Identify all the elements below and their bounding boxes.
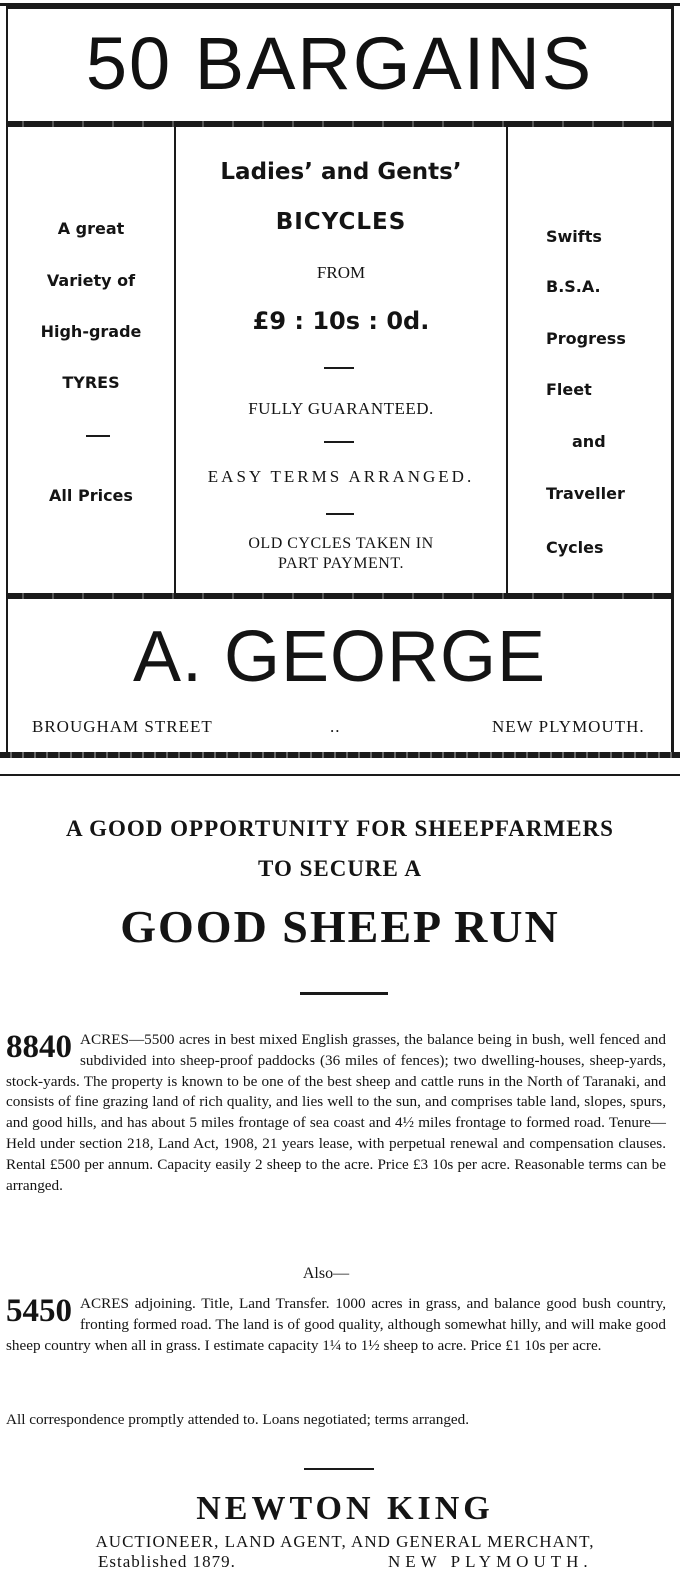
- ad-separator-thin: [0, 774, 680, 776]
- agent-description: AUCTIONEER, LAND AGENT, AND GENERAL MERCHANT,: [95, 1532, 595, 1551]
- tyres-dash: [86, 435, 110, 437]
- bicycle-price: £9 : 10s : 0d.: [252, 307, 430, 335]
- headline-ornament: [300, 992, 388, 995]
- makes-column: [508, 9, 676, 609]
- tyres-line-3: High-grade: [40, 322, 142, 341]
- easy-terms-text: EASY TERMS ARRANGED.: [207, 467, 475, 486]
- tyres-line-1: A great: [57, 219, 125, 238]
- agent-name: NEWTON KING: [196, 1490, 494, 1527]
- sheep-headline-2: TO SECURE A: [258, 856, 422, 881]
- make-progress: Progress: [546, 329, 626, 348]
- established-year: Established 1879.: [98, 1552, 236, 1571]
- make-traveller: Traveller: [546, 484, 625, 503]
- address-street: BROUGHAM STREET: [32, 717, 213, 736]
- address-town: NEW PLYMOUTH.: [492, 717, 645, 736]
- tyres-line-2: Variety of: [46, 271, 136, 290]
- ad-separator-thick: [0, 752, 680, 758]
- make-swifts: Swifts: [546, 227, 602, 246]
- sheep-headline-3: GOOD SHEEP RUN: [120, 901, 560, 952]
- agent-ornament: [304, 1468, 374, 1470]
- center-dash-3: [326, 513, 354, 515]
- make-fleet: Fleet: [546, 380, 592, 399]
- lot-5450-text: ACRES adjoining. Title, Land Transfer. 1000 acres in grass, and balance good bush country, fronting formed road. The land is of good quality, although somewhat hilly, and will make good sheep country when all in grass. I estimate capacity 1¼ to 1½ sheep to acre. Price £1 10s per acre.: [6, 1295, 666, 1354]
- old-cycles-line-2: PART PAYMENT.: [278, 555, 404, 572]
- lot-5450-number: 5450: [6, 1293, 72, 1329]
- tyres-column: [8, 9, 174, 609]
- lot-8840-paragraph: [6, 1030, 666, 1196]
- from-label: FROM: [316, 263, 366, 282]
- bicycles-column: [176, 127, 506, 593]
- center-dash-2: [324, 441, 354, 443]
- address-separator: ..: [330, 717, 341, 736]
- bicycles-heading-2: BICYCLES: [275, 209, 407, 235]
- correspondence-line: All correspondence promptly attended to. Loans negotiated; terms arranged.: [6, 1411, 470, 1428]
- tyres-line-5: All Prices: [49, 486, 133, 505]
- ad-title: 50 BARGAINS: [85, 22, 594, 105]
- bicycles-heading-1: Ladies’ and Gents’: [220, 159, 462, 185]
- make-and: and: [572, 432, 606, 451]
- guarantee-text: FULLY GUARANTEED.: [248, 399, 434, 418]
- also-label: Also—: [302, 1265, 350, 1282]
- lot-8840-text: ACRES—5500 acres in best mixed English grasses, the balance being in bush, well fenced and subdivided into sheep-proof paddocks (36 miles of fences); two dwelling-houses, sheep-yards, stock-yards. The property is known to be one of the best sheep and cattle runs in the North of Taranaki, and consists of fine grazing land of rich quality, and lies well to the sun, and comprises table land, slopes, spurs, and good hills, and has about 5 miles frontage of sea coast and 4½ miles frontage to formed road. Tenure—Held under section 218, Land Act, 1908, 21 years lease, with perpetual renewal and compensation clauses. Rental £500 per annum. Capacity easily 2 sheep to the acre. Price £3 10s per acre. Reasonable terms can be arranged.: [6, 1031, 666, 1194]
- merchant-divider: [8, 593, 671, 599]
- lot-5450-paragraph: [6, 1294, 666, 1356]
- tyres-line-4: TYRES: [62, 373, 120, 392]
- make-cycles: Cycles: [546, 538, 604, 557]
- center-dash-1: [324, 367, 354, 369]
- bicycle-advertisement: [6, 6, 674, 752]
- sheep-headline-1: A GOOD OPPORTUNITY FOR SHEEPFARMERS: [66, 816, 614, 841]
- agent-town: NEW PLYMOUTH.: [388, 1552, 593, 1571]
- make-bsa: B.S.A.: [546, 277, 601, 296]
- merchant-name: A. GEORGE: [132, 617, 547, 697]
- lot-8840-number: 8840: [6, 1029, 72, 1065]
- old-cycles-line-1: OLD CYCLES TAKEN IN: [248, 535, 434, 552]
